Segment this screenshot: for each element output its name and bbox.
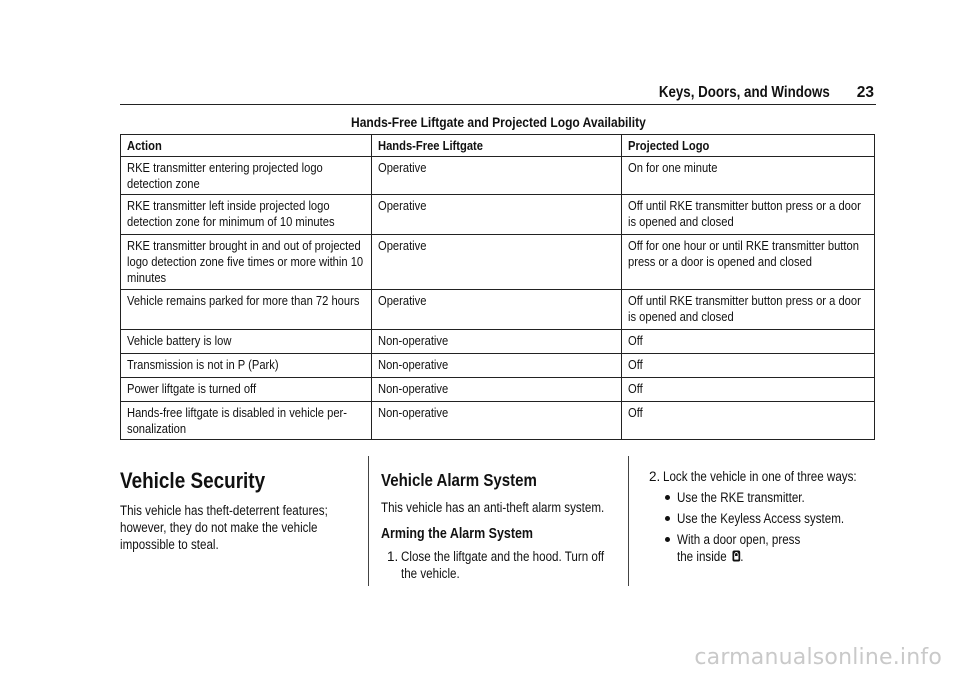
table-cell: Vehicle remains parked for more than 72 hours [121,290,372,330]
vehicle-security-heading: Vehicle Security [120,468,266,493]
list-item: Use the RKE transmitter. [663,489,883,506]
table-cell: Non-operative [371,354,622,378]
alarm-system-section [381,456,615,582]
table-cell: RKE transmitter brought in and out of projected logo detection zone five times or more within 10 minutes [121,235,372,290]
table-row [121,378,875,402]
table-cell: Off until RKE transmitter button press or a door is opened and closed [622,290,875,330]
step-2 [643,468,883,485]
table-row [121,195,875,235]
table-cell: Operative [371,157,622,195]
lock-methods-list [643,489,883,565]
vehicle-security-text: This vehicle has theft-deterrent features; however, they do not make the vehicle impossible to steal. [120,503,328,552]
alarm-system-heading: Vehicle Alarm System [381,470,537,490]
step-1 [381,548,615,582]
table-cell: Off [622,330,875,354]
table-cell: Hands-free liftgate is disabled in vehicle per-sonalization [121,402,372,440]
step-text: Close the liftgate and the hood. Turn off the vehicle. [401,549,605,581]
list-item: Use the Keyless Access system. [663,510,883,527]
column-divider [628,456,629,586]
table-cell: Off [622,378,875,402]
column-divider [368,456,369,586]
table-cell: Off [622,354,875,378]
step-number: 1. [387,549,399,564]
step-number: 2. [649,469,661,484]
vehicle-security-section [120,456,350,553]
availability-table [120,134,875,440]
table-cell: Non-operative [371,402,622,440]
step-text: Lock the vehicle in one of three ways: [663,469,857,484]
table-cell: RKE transmitter entering projected logo detection zone [121,157,372,195]
table-cell: Operative [371,195,622,235]
table-row [121,330,875,354]
list-item: With a door open, press the inside . [663,531,883,565]
bullet-icon [665,495,670,500]
table-cell: Off [622,402,875,440]
table-row [121,290,875,330]
table-cell: Off for one hour or until RKE transmitter button press or a door is opened and closed [622,235,875,290]
watermark: carmanualsonline.info [694,645,942,670]
column-header-liftgate: Hands-Free Liftgate [371,135,622,157]
section-title: Keys, Doors, and Windows [659,84,830,101]
table-cell: Off until RKE transmitter button press or a door is opened and closed [622,195,875,235]
bullet-icon [665,516,670,521]
table-cell: Operative [371,235,622,290]
table-row [121,354,875,378]
table-cell: Transmission is not in P (Park) [121,354,372,378]
table-cell: Non-operative [371,378,622,402]
column-header-logo: Projected Logo [622,135,875,157]
table-cell: Non-operative [371,330,622,354]
page-number: 23 [856,84,874,101]
column-header-action: Action [121,135,372,157]
table-row [121,157,875,195]
table-cell: RKE transmitter left inside projected logo detection zone for minimum of 10 minutes [121,195,372,235]
alarm-system-text: This vehicle has an anti-theft alarm system. [381,500,605,515]
table-row [121,235,875,290]
table-title: Hands-Free Liftgate and Projected Logo Availability [350,114,646,130]
table-cell: Power liftgate is turned off [121,378,372,402]
bullet-icon [665,537,670,542]
arming-heading: Arming the Alarm System [381,526,533,542]
table-cell: Vehicle battery is low [121,330,372,354]
table-cell: Operative [371,290,622,330]
table-cell: On for one minute [622,157,875,195]
step-2-section [643,456,883,569]
lock-icon [732,550,741,562]
page-header [120,82,876,105]
table-row [121,402,875,440]
table-header-row [121,135,875,157]
